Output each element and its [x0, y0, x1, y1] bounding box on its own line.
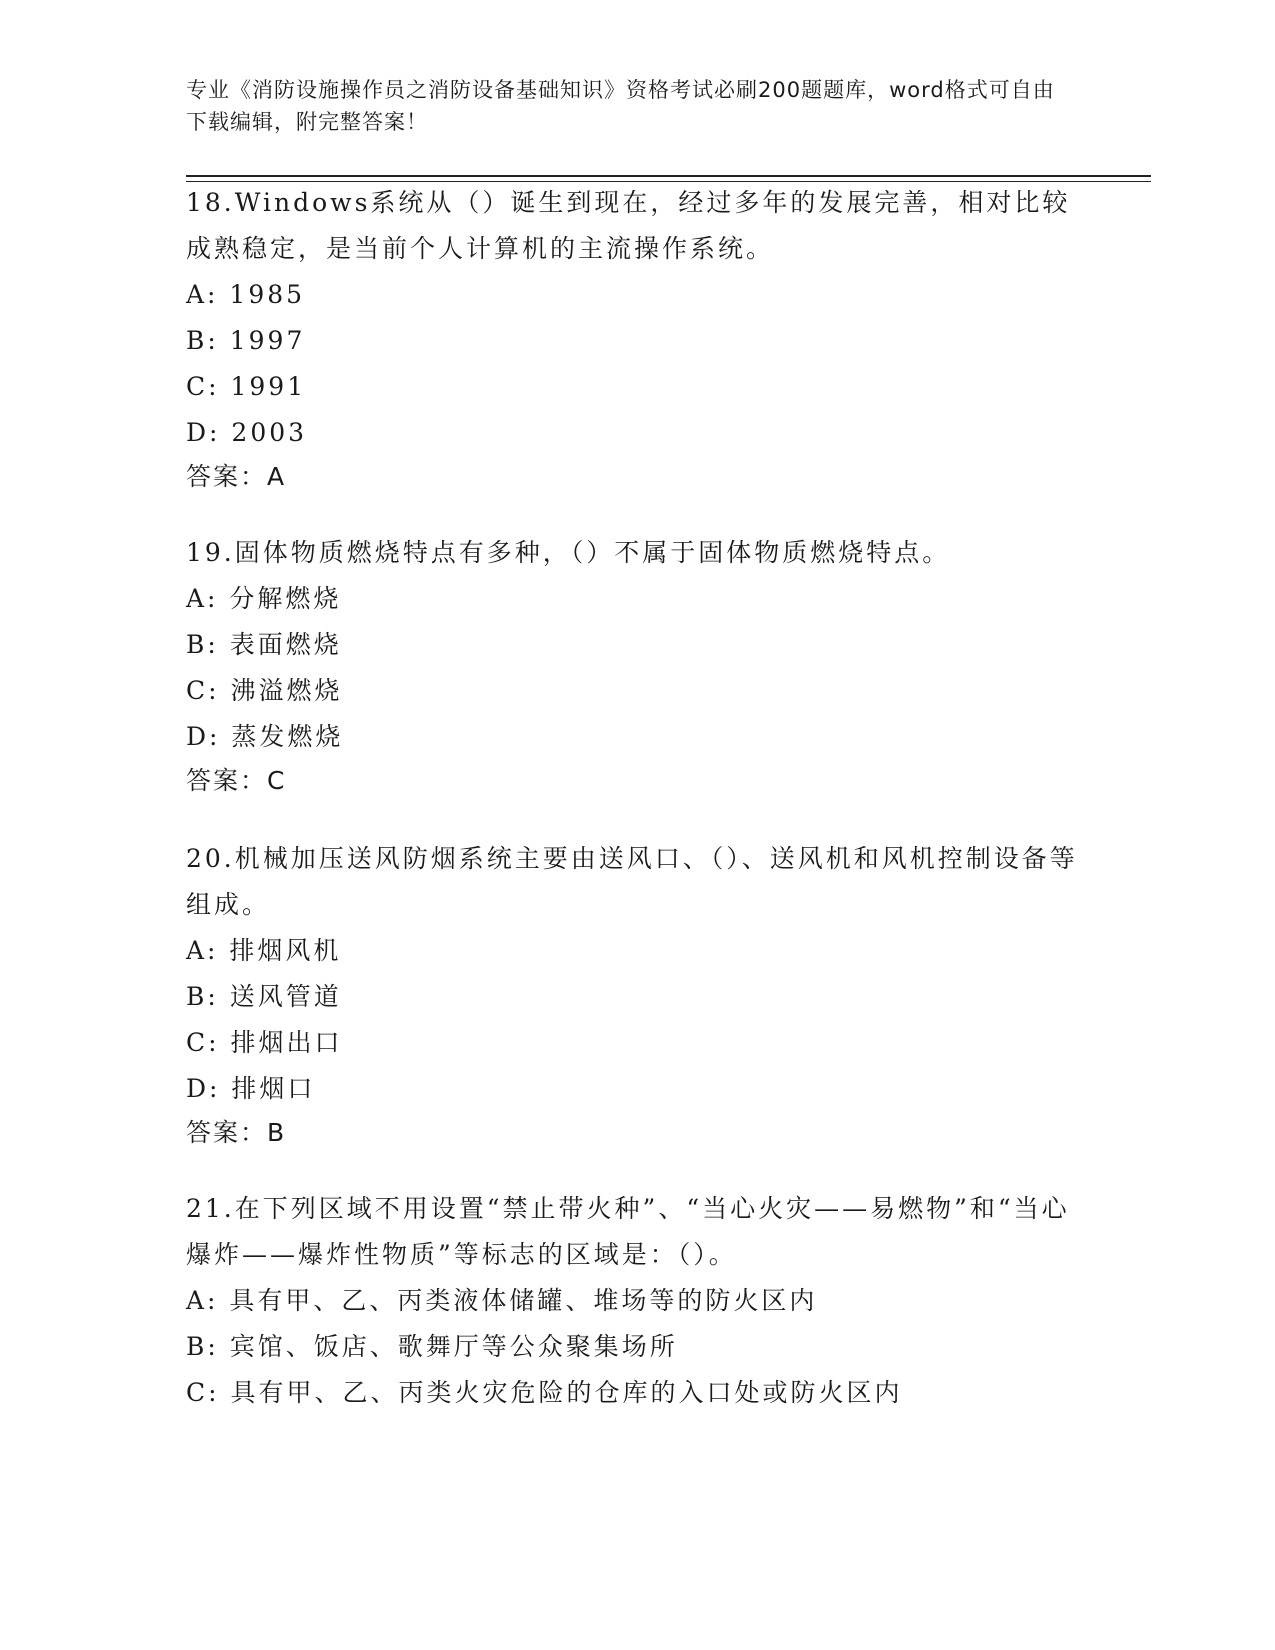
question-stem: 19.固体物质燃烧特点有多种，（）不属于固体物质燃烧特点。: [186, 538, 951, 567]
question-19: [186, 530, 1086, 802]
option-b: B: 表面燃烧: [186, 630, 342, 659]
answer-line: 答案：B: [186, 1118, 287, 1147]
option-d: D: 蒸发燃烧: [186, 722, 344, 751]
question-18: [186, 180, 1086, 498]
option-d: D: 排烟口: [186, 1074, 316, 1103]
option-a: A: 排烟风机: [186, 936, 342, 965]
option-c: C: 具有甲、乙、丙类火灾危险的仓库的入口处或防火区内: [186, 1378, 903, 1407]
option-c: C: 1991: [186, 372, 307, 401]
option-b: B: 送风管道: [186, 982, 342, 1011]
option-d: D: 2003: [186, 418, 308, 447]
question-stem: 21.在下列区域不用设置“禁止带火种”、“当心火灾——易燃物”和“当心爆炸——爆炸性物质”等标志的区域是：（）。: [186, 1194, 1070, 1269]
question-stem: 20.机械加压送风防烟系统主要由送风口、（）、送风机和风机控制设备等组成。: [186, 844, 1078, 919]
question-stem: 18.Windows系统从（）诞生到现在，经过多年的发展完善，相对比较成熟稳定，是当前个人计算机的主流操作系统。: [186, 188, 1071, 263]
option-a: A: 1985: [186, 280, 306, 309]
option-c: C: 排烟出口: [186, 1028, 343, 1057]
question-21: [186, 1186, 1086, 1416]
option-b: B: 宾馆、饭店、歌舞厅等公众聚集场所: [186, 1332, 678, 1361]
document-header: 专业《消防设施操作员之消防设备基础知识》资格考试必刷200题题库，word格式可自由下载编辑，附完整答案！: [186, 78, 1055, 134]
option-c: C: 沸溢燃烧: [186, 676, 343, 705]
answer-line: 答案：C: [186, 766, 287, 795]
header-divider-thick: [186, 175, 1151, 177]
option-a: A: 具有甲、乙、丙类液体储罐、堆场等的防火区内: [186, 1286, 818, 1315]
option-a: A: 分解燃烧: [186, 584, 342, 613]
option-b: B: 1997: [186, 326, 306, 355]
answer-line: 答案：A: [186, 462, 287, 491]
question-20: [186, 836, 1086, 1154]
